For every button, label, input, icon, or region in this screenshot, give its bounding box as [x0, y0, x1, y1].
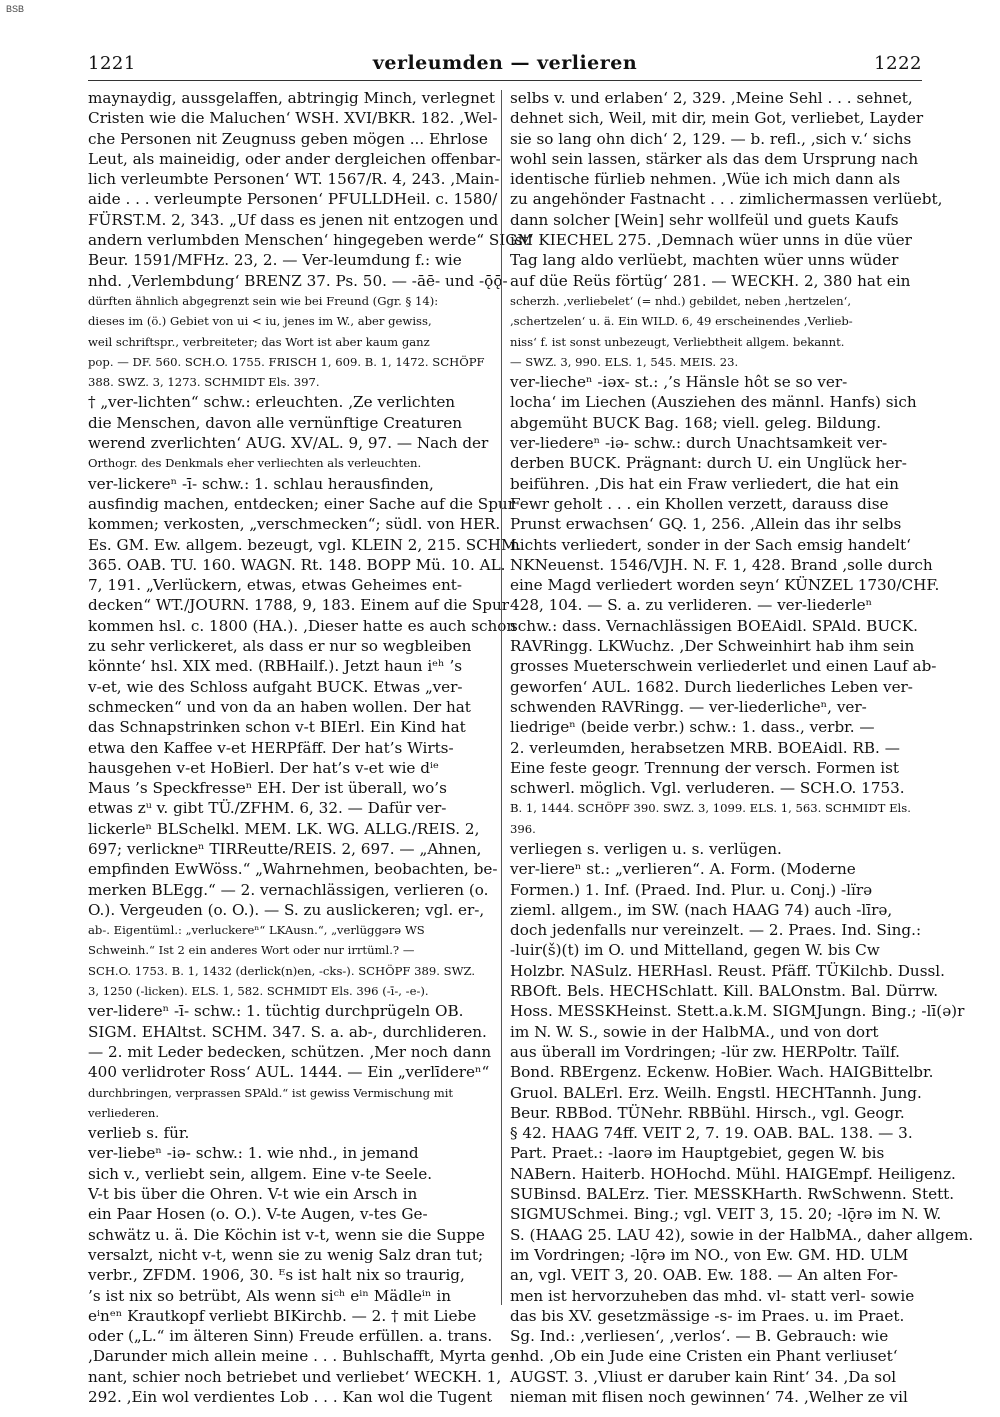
text-line: SUBinsd. BALErz. Tier. MESSKHarth. RwSchwenn. Stett. [510, 1185, 955, 1204]
text-line: Schweinh.“ Ist 2 ein anderes Wort oder nur irrtüml.? — [88, 943, 415, 958]
text-line: lickerleⁿ BLSchelkl. MEM. LK. WG. ALLG./REIS. 2, [88, 819, 480, 838]
text-line: NABern. Haiterb. HOHochd. Mühl. HAIGEmpf. Heiligenz. [510, 1164, 956, 1183]
text-line: zu angehönder Fastnacht . . . zimlichermassen verlüebt, [510, 190, 943, 209]
text-line: RBOft. Bels. HECHSchlatt. Kill. BALOnstm. Bal. Dürrw. [510, 982, 939, 1001]
text-line: beiführen. ‚Dis hat ein Fraw verliedert, die hat ein [510, 474, 899, 493]
text-line: Gruol. BALErl. Erz. Weilh. Engstl. HECHTannh. Jung. [510, 1083, 922, 1102]
text-line: ver-liebeⁿ -iə- schw.: 1. wie nhd., in jemand [88, 1144, 419, 1163]
text-line: — 2. mit Leder bedecken, schützen. ‚Mer noch dann [88, 1042, 492, 1061]
text-line: kommen; verkosten, „verschmecken“; südl. von HER. [88, 515, 501, 534]
text-line: im N. W. S., sowie in der HalbMA., und von dort [510, 1022, 879, 1041]
text-line: ein Paar Hosen (o. O.). V-te Augen, v-tes Ge- [88, 1205, 428, 1224]
text-line: nichts verliedert, sonder in der Sach emsig handelt‘ [510, 535, 911, 554]
text-line: die Menschen, davon alle vernünftige Creaturen [88, 413, 463, 432]
text-line: geworfen‘ AUL. 1682. Durch liederliches Leben ver- [510, 677, 913, 696]
text-line: merken BLEgg.“ — 2. vernachlässigen, verlieren (o. [88, 880, 489, 899]
text-line: nhd. ‚Ob ein Jude eine Cristen ein Phant verliuset‘ [510, 1347, 898, 1366]
running-title: verleumden — verlieren [372, 52, 638, 74]
text-line: weil schriftspr., verbreiteter; das Wort ist aber kaum ganz [88, 334, 430, 349]
text-line: abgemüht BUCK Bag. 168; viell. geleg. Bildung. [510, 413, 882, 432]
text-line: zieml. allgem., im SW. (nach HAAG 74) auch -līrə, [510, 900, 893, 919]
text-line: men ist hervorzuheben das mhd. vl- statt verl- sowie [510, 1286, 915, 1305]
text-line: schwerl. möglich. Vgl. verluderen. — SCH.O. 1753. [510, 779, 905, 798]
text-line: maynaydig, aussgelaffen, abtringig Minch, verlegnet [88, 89, 495, 107]
text-line: empfinden EwWöss.“ „Wahrnehmen, beobachten, be- [88, 860, 498, 879]
text-line: sich v., verliebt sein, allgem. Eine v-te Seele. [88, 1164, 433, 1183]
library-stamp: BSB [6, 4, 25, 14]
text-line: eine Magd verliedert worden seyn‘ KÜNZEL 1730/CHF. [510, 576, 940, 595]
text-line: v-et, wie des Schloss aufgaht BUCK. Etwas „ver- [88, 677, 463, 696]
text-line: liedrigeⁿ (beide verbr.) schw.: 1. dass., verbr. — [510, 718, 875, 737]
text-line: aide . . . verleumpte Personen‘ PFULLDHeil. c. 1580/ [88, 190, 498, 209]
text-line: che Personen nit Zeugnuss geben mögen ... Ehrlose [88, 129, 488, 148]
text-line: O.). Vergeuden (o. O.). — S. zu auslickeren; vgl. er-, [88, 900, 485, 919]
text-line: dehnet sich, Weil, mit dir, mein Got, verliebet, Layder [510, 109, 924, 128]
text-line: ist‘ KIECHEL 275. ‚Demnach wüer unns in düe vüer [510, 231, 912, 250]
text-line: Tag lang aldo verlüebt, machten wüer unns wüder [510, 251, 899, 270]
text-line: könnte‘ hsl. XIX med. (RBHailf.). Jetzt haun iᵉʰ ’s [88, 657, 463, 676]
text-line: verliederen. [88, 1105, 160, 1120]
text-line: 396. [510, 821, 536, 836]
text-line: schw.: dass. Vernachlässigen BOEAidl. SPAld. BUCK. [510, 616, 918, 635]
text-line: V-t bis über die Ohren. V-t wie ein Arsch in [88, 1185, 418, 1204]
page-header [88, 42, 922, 74]
text-line: 7, 191. „Verlückern, etwas, etwas Geheimes ent- [88, 576, 462, 595]
text-line: derben BUCK. Prägnant: durch U. ein Unglück her- [510, 454, 907, 473]
text-line: ver-lickereⁿ -ī- schw.: 1. schlau herausfinden, [88, 474, 434, 493]
text-line: sie so lang ohn dich‘ 2, 129. — b. refl., ‚sich v.‘ sichs [510, 129, 912, 148]
text-line: ver-liedereⁿ -iə- schw.: durch Unachtsamkeit ver- [510, 434, 888, 453]
text-line: Es. GM. Ew. allgem. bezeugt, vgl. KLEIN 2, 215. SCHM. [88, 535, 522, 554]
text-line: SIGM. EHAltst. SCHM. 347. S. a. ab-, durchlideren. [88, 1022, 487, 1041]
text-line: Orthogr. des Denkmals eher verliechten als verleuchten. [88, 456, 422, 471]
text-line: SCH.O. 1753. B. 1, 1432 (derlick(n)en, -cks-). SCHÖPF 389. SWZ. [88, 963, 476, 978]
text-line: identische fürlieb nehmen. ‚Wüe ich mich dann als [510, 170, 901, 189]
text-line: § 42. HAAG 74ff. VEIT 2, 7. 19. OAB. BAL. 138. — 3. [510, 1124, 913, 1143]
text-line: † „ver-lichten“ schw.: erleuchten. ‚Ze verlichten [88, 393, 456, 412]
text-line: nhd. ‚Verlembdung‘ BRENZ 37. Ps. 50. — -āē- und -ǭǭ- [88, 271, 508, 290]
text-line: schwätz u. ä. Die Köchin ist v-t, wenn sie die Suppe [88, 1225, 485, 1244]
text-line: Cristen wie die Maluchen‘ WSH. XVI/BKR. 182. ‚Wel- [88, 109, 498, 128]
text-line: etwa den Kaffee v-et HERPfäff. Der hat’s Wirts- [88, 738, 454, 757]
text-line: verbr., ZFDM. 1906, 30. ᴱs ist halt nix so traurig, [88, 1266, 465, 1285]
text-line: ‚Darunder mich allein meine . . . Buhlschafft, Myrta ge- [88, 1347, 515, 1366]
text-line: FÜRST.M. 2, 343. „Uf dass es jenen nit entzogen und [88, 210, 499, 229]
text-line: ver-lidereⁿ -ī- schw.: 1. tüchtig durchprügeln OB. [88, 1002, 464, 1021]
text-line: schwenden RAVRingg. — ver-liederlicheⁿ, ver- [510, 697, 867, 716]
text-line: nant, schier noch betriebet und verliebet‘ WECKH. 1, [88, 1367, 502, 1386]
text-line: kommen hsl. c. 1800 (HA.). ‚Dieser hatte es auch schon [88, 616, 517, 635]
text-line: -luir(š)(t) im O. und Mittelland, gegen W. bis Cw [510, 941, 880, 960]
text-line: ausfindig machen, entdecken; einer Sache auf die Spur [88, 494, 515, 513]
text-line: 400 verlidroter Ross‘ AUL. 1444. — Ein „verlīdereⁿ“ [88, 1063, 490, 1082]
right-column [510, 88, 974, 1407]
text-line: Beur. 1591/MFHz. 23, 2. — Ver-leumdung f.: wie [88, 251, 462, 270]
text-line: andern verlumbden Menschen‘ hingegeben werde“ SIGM [88, 231, 533, 250]
text-line: Prunst erwachsen‘ GQ. 1, 256. ‚Allein das ihr selbs [510, 515, 902, 534]
text-line: — SWZ. 3, 990. ELS. 1, 545. MEIS. 23. [510, 354, 739, 369]
text-line: doch jedenfalls nur vereinzelt. — 2. Praes. Ind. Sing.: [510, 921, 922, 940]
text-line: Bond. RBErgenz. Eckenw. HoBier. Wach. HAIGBittelbr. [510, 1063, 934, 1082]
text-line: 2. verleumden, herabsetzen MRB. BOEAidl. RB. — [510, 738, 900, 757]
text-line: werend zverlichten‘ AUG. XV/AL. 9, 97. — Nach der [88, 434, 489, 453]
text-line: etwas zᵘ v. gibt TÜ./ZFHM. 6, 32. — Dafür ver- [88, 799, 447, 818]
text-line: durchbringen, verprassen SPAld.“ ist gewiss Vermischung mit [88, 1085, 454, 1100]
text-line: RAVRingg. LKWuchz. ‚Der Schweinhirt hab ihm sein [510, 637, 915, 656]
text-line: 365. OAB. TU. 160. WAGN. Rt. 148. BOPP Mü. 10. AL. [88, 555, 506, 574]
text-line: 697; verlickneⁿ TIRReutte/REIS. 2, 697. — „Ahnen, [88, 839, 482, 858]
text-line: ab-. Eigentüml.: „verluckereⁿ“ LKAusn.“, „verlüggərə WS [88, 923, 425, 938]
text-line: im Vordringen; -lǭrə im NO., von Ew. GM. HD. ULM [510, 1245, 909, 1264]
text-line: lich verleumbte Personen‘ WT. 1567/R. 4, 243. ‚Main- [88, 170, 500, 189]
text-line: pop. — DF. 560. SCH.O. 1755. FRISCH 1, 609. B. 1, 1472. SCHÖPF [88, 354, 485, 369]
text-line: an, vgl. VEIT 3, 20. OAB. Ew. 188. — An alten For- [510, 1266, 898, 1285]
text-line: selbs v. und erlaben‘ 2, 329. ‚Meine Sehl . . . sehnet, [510, 89, 913, 107]
text-line: B. 1, 1444. SCHÖPF 390. SWZ. 3, 1099. ELS. 1, 563. SCHMIDT Els. [510, 801, 911, 816]
text-line: niss‘ f. ist sonst unbezeugt, Verliebtheit allgem. bekannt. [510, 334, 845, 349]
left-column [88, 88, 533, 1407]
text-line: das bis XV. gesetzmässige -s- im Praes. u. im Praet. [510, 1306, 905, 1325]
text-line: Maus ’s Speckfresseⁿ EH. Der ist überall, wo’s [88, 779, 447, 798]
right-page-number: 1222 [874, 53, 922, 74]
text-line: 428, 104. — S. a. zu verlideren. — ver-liederleⁿ [510, 596, 873, 615]
text-line: dieses im (ö.) Gebiet von ui < iu, jenes im W., aber gewiss, [88, 314, 432, 329]
text-line: S. (HAAG 25. LAU 42), sowie in der HalbMA., daher allgem. [510, 1225, 974, 1244]
text-line: auf düe Reüs förtüg‘ 281. — WECKH. 2, 380 hat ein [510, 271, 911, 290]
text-line: Sg. Ind.: ‚verliesen‘, ‚verlos‘. — B. Gebrauch: wie [510, 1327, 889, 1346]
text-line: Fewr geholt . . . ein Khollen verzett, darauss dise [510, 494, 889, 513]
text-line: Beur. RBBod. TÜNehr. RBBühl. Hirsch., vgl. Geogr. [510, 1103, 905, 1122]
text-line: schmecken“ und von da an haben wollen. Der hat [88, 697, 471, 716]
text-line: NKNeuenst. 1546/VJH. N. F. 1, 428. Brand ‚solle durch [510, 555, 933, 574]
text-line: zu sehr verlickeret, als dass er nur so wegbleiben [88, 637, 472, 656]
text-line: ’s ist nix so betrübt, Als wenn siᶜʰ eⁱⁿ Mädleⁱⁿ in [88, 1286, 452, 1305]
text-line: Holzbr. NASulz. HERHasl. Reust. Pfäff. TÜKilchb. Dussl. [510, 961, 945, 980]
header-rule [88, 80, 922, 81]
text-line: scherzh. ‚verliebelet‘ (= nhd.) gebildet, neben ‚hertzelen‘, [510, 293, 852, 308]
text-line: Eine feste geogr. Trennung der versch. Formen ist [510, 758, 899, 777]
text-line: Leut, als maineidig, oder ander dergleichen offenbar- [88, 149, 501, 168]
text-line: grosses Mueterschwein verliederlet und einen Lauf ab- [510, 657, 937, 676]
text-line: nieman mit flisen noch gewinnen‘ 74. ‚Welher ze vil [510, 1388, 908, 1406]
text-line: 292. ‚Ein wol verdientes Lob . . . Kan wol die Tugent [88, 1388, 493, 1406]
text-line: verliegen s. verligen u. s. verlügen. [510, 839, 782, 858]
text-line: AUGST. 3. ‚Vliust er daruber kain Rint‘ 34. ‚Da sol [510, 1367, 897, 1386]
text-line: dann solcher [Wein] sehr wollfeül und guets Kaufs [510, 210, 899, 229]
text-line: ver-liecheⁿ -iəx- st.: ‚’s Hänsle hôt se so ver- [510, 373, 848, 392]
text-line: dürften ähnlich abgegrenzt sein wie bei Freund (Ggr. § 14): [88, 293, 439, 308]
text-line: aus überall im Vordringen; -lür zw. HERPoltr. Taïlf. [510, 1042, 900, 1061]
text-line: versalzt, nicht v-t, wenn sie zu wenig Salz dran tut; [88, 1245, 484, 1264]
text-line: wohl sein lassen, stärker als das dem Ursprung nach [510, 149, 919, 168]
text-line: 388. SWZ. 3, 1273. SCHMIDT Els. 397. [88, 375, 320, 390]
text-line: locha‘ im Liechen (Ausziehen des männl. Hanfs) sich [510, 393, 917, 412]
text-line: hausgehen v-et HoBierl. Der hat’s v-et wie dⁱᵉ [88, 758, 439, 777]
text-line: Hoss. MESSKHeinst. Stett.a.k.M. SIGMJungn. Bing.; -lī(ə)r [510, 1002, 965, 1021]
text-line: ver-liereⁿ st.: „verlieren“. A. Form. (Moderne [510, 860, 856, 879]
text-line: decken“ WT./JOURN. 1788, 9, 183. Einem auf die Spur [88, 596, 510, 615]
text-line: Part. Praet.: -laorə im Hauptgebiet, gegen W. bis [510, 1144, 885, 1163]
left-page-number: 1221 [88, 53, 136, 74]
text-line: 3, 1250 (-licken). ELS. 1, 582. SCHMIDT Els. 396 (-ī-, -e-). [88, 984, 429, 999]
text-line: Formen.) 1. Inf. (Praed. Ind. Plur. u. Conj.) -lïrə [510, 880, 873, 899]
text-line: oder („L.“ im älteren Sinn) Freude erfüllen. a. trans. [88, 1327, 493, 1346]
text-line: verlieb s. für. [88, 1124, 190, 1143]
text-line: das Schnapstrinken schon v-t BIErl. Ein Kind hat [88, 718, 466, 737]
text-line: SIGMUSchmei. Bing.; vgl. VEIT 3, 15. 20; -lǭrə im N. W. [510, 1205, 942, 1224]
text-line: ‚schertzelen‘ u. ä. Ein WILD. 6, 49 erscheinendes ‚Verlieb- [510, 314, 853, 329]
column-divider [501, 90, 502, 1305]
text-line: eⁱnᵉⁿ Krautkopf verliebt BIKirchb. — 2. † mit Liebe [88, 1306, 477, 1325]
